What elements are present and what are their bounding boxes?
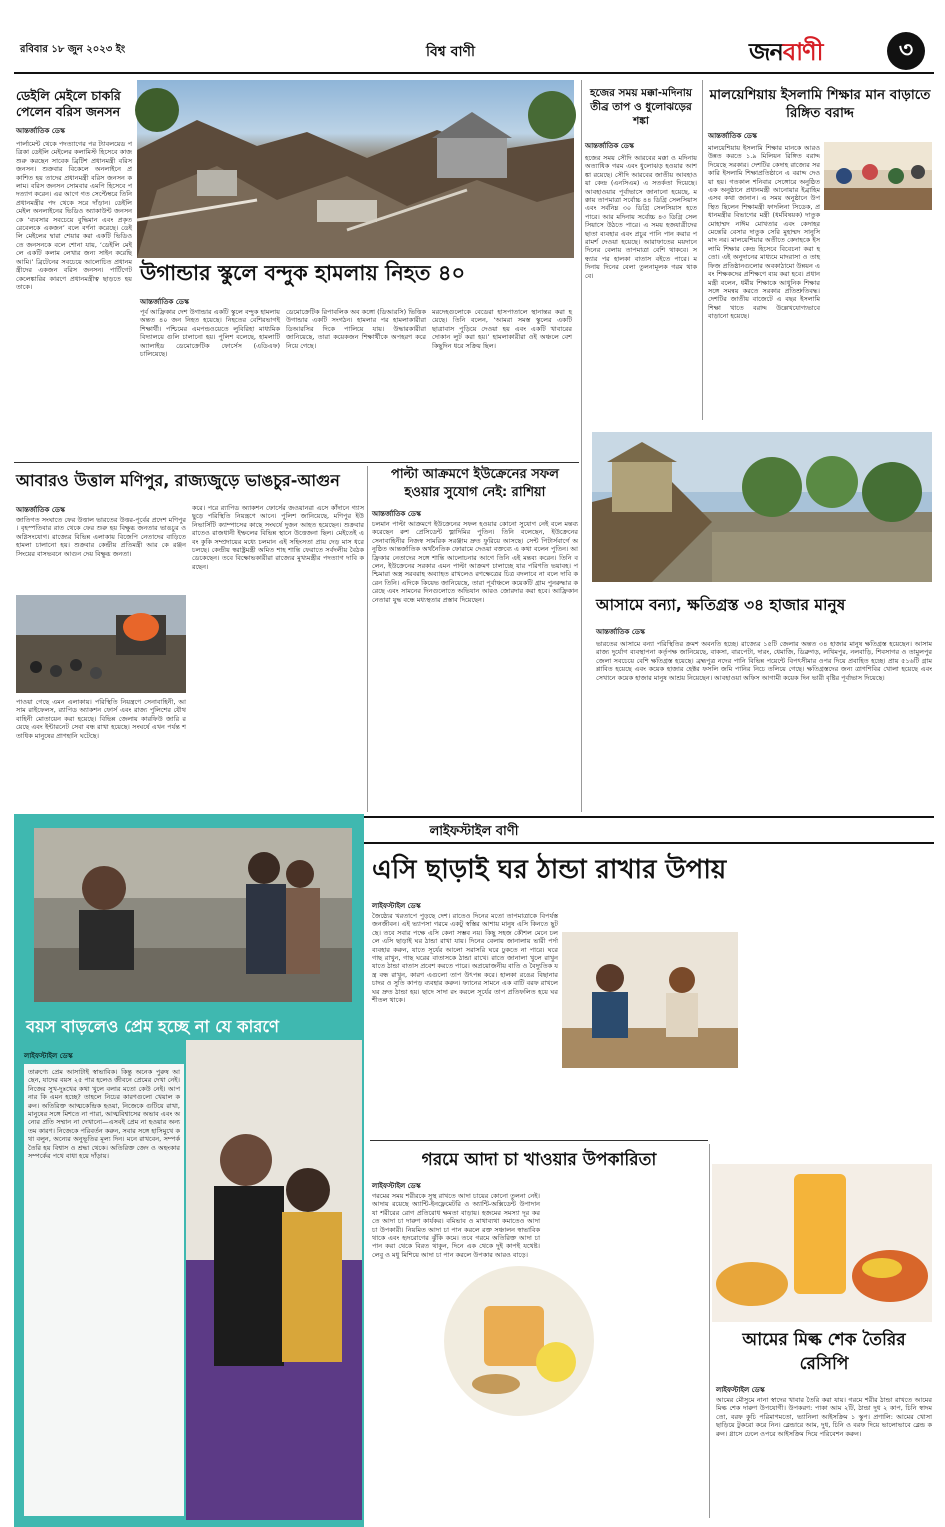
couple-photo-top <box>34 828 352 1002</box>
malaysia-headline: মালয়েশিয়ায় ইসলামি শিক্ষার মান বাড়াতে রিঙ্গিত বরাদ্দ <box>709 87 931 121</box>
divider-ukraine <box>367 466 368 812</box>
assam-byline: আন্তর্জাতিক ডেস্ক <box>596 628 645 636</box>
uganda-body-1: পূর্ব আফ্রিকার দেশ উগান্ডার একটি স্কুলে বন্দুক হামলায় অন্তত ৪০ জন নিহত হয়েছে। নিহতের বেশিরভাগই শিক্ষার্থী। পশ্চিমের এমপন্ডওয়েতে লুবিরিহা মাধ্যমিক বিদ্যালয়ে গুলি চালানো হয়। পুলিশ বলেছে, হামলাটি অ্যালাইড ডেমোক্রেটিক ফোর্সেস (এডিএফ) চালিয়েছে। <box>140 308 280 359</box>
couple-illustration-bottom <box>186 1040 362 1520</box>
manipur-photo <box>16 595 186 693</box>
manipur-body-2: পাওয়া গেছে এমন এলাকায়। পরিস্থিতি নিয়ন্ত্রণে সেনাবাহিনী, আসাম রাইফেলস, র‍্যাপিড অ্যাকশন ফোর্স এবং রাজ্য পুলিশের যৌথ বাহিনী মোতায়েন করা হয়েছে। বিভিন্ন জেলায় কারফিউ জারি রয়েছে এবং ইন্টারনেট সেবা বন্ধ রাখা হয়েছে। সংঘর্ষে এখন পর্যন্ত শতাধিক মানুষের প্রাণহানি ঘটেছে। <box>16 698 186 740</box>
ac-byline: লাইফস্টাইল ডেস্ক <box>372 902 421 910</box>
debris-illustration <box>137 80 574 258</box>
divider-hajj <box>702 80 703 420</box>
malaysia-body-cont <box>708 214 932 400</box>
ginger-body-right <box>544 1192 706 1516</box>
love-byline: লাইফস্টাইল ডেস্ক <box>24 1052 73 1060</box>
manipur-headline: আবারও উত্তাল মণিপুর, রাজ্যজুড়ে ভাঙচুর-আগুন <box>16 471 340 490</box>
masthead <box>14 30 934 72</box>
manipur-byline: আন্তর্জাতিক ডেস্ক <box>16 506 65 514</box>
page-number: ৩ <box>898 38 914 63</box>
divider-mango <box>709 1144 710 1518</box>
couple-illustration-top <box>34 828 352 1002</box>
issue-date: রবিবার ১৮ জুন ২০২৩ ইং <box>20 44 126 55</box>
love-headline: বয়স বাড়লেও প্রেম হচ্ছে না যে কারণে <box>26 1017 280 1036</box>
assam-body: ভারতের আসামে বন্যা পরিস্থিতির ক্রমশ অবনতি হচ্ছে। রাজ্যের ১৫টি জেলার অন্তত ৩৪ হাজার মানুষ ক্ষতিগ্রস্ত হয়েছেন। আসাম রাজ্য দুর্যোগ ব্যবস্থাপনা কর্তৃপক্ষ জানিয়েছে, বাকসা, বারপেটা, দারং, ধেমাজি, ডিব্রুগড়, লখিমপুর, নলবাড়ি, শিবসাগর ও তামুলপুর জেলা সবচেয়ে বেশি ক্ষতিগ্রস্ত হয়েছে। ব্রহ্মপুত্র নদের পানি বিভিন্ন পয়েন্টে বিপৎসীমার ওপর দিয়ে প্রবাহিত হচ্ছে। প্রায় ৫১৬টি গ্রাম প্লাবিত হয়েছে এবং কয়েক হাজার হেক্টর ফসলি জমি পানির নিচে তলিয়ে গেছে। ক্ষতিগ্রস্তদের জন্য ত্রাণশিবির খোলা হয়েছে এবং সেখানে কয়েক হাজার মানুষ আশ্রয় নিয়েছেন। আবহাওয়া অফিস আগামী কয়েক দিন ভারী বৃষ্টির পূর্বাভাস দিয়েছে। <box>596 640 932 682</box>
manipur-body-3: করে। পরে র‍্যাপিড অ্যাকশন ফোর্সের জওয়ানরা এসে কাঁদানে গ্যাস ছুড়ে পরিস্থিতি নিয়ন্ত্রণে আনে। পুলিশ জানিয়েছে, মণিপুর ইউনিভার্সিটি ক্যাম্পাসের কাছে সংঘর্ষে দুজন আহত হয়েছেন। শুক্রবার রাতেও রাজধানী ইম্ফলের বিভিন্ন স্থানে উত্তেজনা ছিল। মেইতেই এবং কুকি সম্প্রদায়ের মধ্যে চলমান এই সহিংসতা প্রায় দেড় মাস ধরে চলছে। কেন্দ্রীয় স্বরাষ্ট্রমন্ত্রী অমিত শাহ শান্তি ফেরাতে সর্বদলীয় বৈঠক ডেকেছেন। তবে বিক্ষোভকারীরা রাজ্যের মুখ্যমন্ত্রীর পদত্যাগ দাবি করছেন। <box>192 504 364 571</box>
flood-illustration <box>592 432 932 582</box>
uganda-byline: আন্তর্জাতিক ডেস্ক <box>140 298 189 306</box>
ac-headline: এসি ছাড়াই ঘর ঠান্ডা রাখার উপায় <box>372 855 727 885</box>
love-body: তারুণ্যে প্রেম আসাটাই স্বাভাবিক। কিন্তু অনেক পুরুষ আছেন, যাদের বয়স ২৫ পার হলেও জীবনে প্রেমের দেখা নেই। নিজের সুখ-দুঃখের কথা খুলে বলার মতো কেউ নেই। আপনার কি এমন হচ্ছে? তাহলে নিচের কারণগুলো খেয়াল করুন। অতিরিক্ত আত্মকেন্দ্রিক হওয়া, নিজেকে গুটিয়ে রাখা, মানুষের সঙ্গে মিশতে না পারা, আত্মবিশ্বাসের অভাব এবং অন্যের প্রতি সম্মান না দেখানো—এসবই প্রেম না হওয়ার অন্যতম কারণ। নিজেকে পরিবর্তন করুন, সবার সঙ্গে হাসিমুখে কথা বলুন, অন্যের অনুভূতির মূল্য দিন। মনে রাখবেন, সম্পর্ক তৈরি হয় বিশ্বাস ও শ্রদ্ধা থেকে। অতিরিক্ত জেদ ও অহংকার সম্পর্কের পথে বাধা হয়ে দাঁড়ায়। <box>28 1068 180 1161</box>
manipur-body-1: জাতিগত সংঘাতে ফের উত্তাল ভারতের উত্তর-পূর্বের প্রদেশ মণিপুর। বৃহস্পতিবার রাত থেকে ফের শুরু হয় বিক্ষুব্ধ জনতার ভাঙচুর ও অগ্নিসংযোগ। রাজ্যের বিভিন্ন এলাকায় বিজেপি নেতাদের বাড়িতে হামলা চালানো হয়। শুক্রবার কেন্দ্রীয় প্রতিমন্ত্রী আর কে রঞ্জন সিংয়ের বাসভবনে আগুন দেয় বিক্ষুব্ধ জনতা। <box>16 516 186 558</box>
uganda-body-3: মরদেহগুলোকে বেডেরা হাসপাতালে স্থানান্তর করা হয়েছে। তিনি বলেন, ‘আমরা সমস্ত স্কুলের একটি ছাত্রাবাস পুড়িয়ে দেওয়া হয় এবং একটি খাবারের দোকান লুট করা হয়।’ হামলাকারীরা ওই অঞ্চলে বেশ কিছুদিন ধরে সক্রিয় ছিল। <box>432 308 572 350</box>
page-number-badge <box>887 32 925 70</box>
classroom-illustration <box>824 142 932 210</box>
boris-body: পার্লামেন্ট থেকে পদত্যাগের পর ট্যাবলয়েড পত্রিকা ডেইলি মেইলের কলামিস্ট হিসেবে কাজ শুরু করছেন সাবেক ব্রিটিশ প্রধানমন্ত্রী বরিস জনসন। শুক্রবার বিকেলে অনলাইনে প্রকাশিত হয় তাদের প্রধানমন্ত্রী বরিস জনসন কলাম। বরিস জনসন সোমবার এমপি হিসেবে পদত্যাগ করেন। এর আগে গত সেপ্টেম্বরে তিনি প্রধানমন্ত্রীর পদ থেকে সরে দাঁড়ান। ডেইলি মেইল অনলাইনের ভিডিও অ্যাকাউন্ট জনসনকে ‘ব্যবসার সবচেয়ে বুদ্ধিমান এবং প্রকৃত রেবেলকে একজন’ বলে বর্ণনা করেছে। ডেইলি মেইলের দ্বারা শেয়ার করা একটি ভিডিওতে জনসনকে বলে শোনা যায়, ‘ডেইলি মেইলে একটি কলাম লেখার জন্য সাইন করেছি আমি।’ ব্রিটেনের সবচেয়ে আলোচিত প্রধানমন্ত্রীদের একজন বরিস জনসন। পার্টিগেট কেলেঙ্কারির কারণে প্রধানমন্ত্রীত্ব ছাড়তে হয় তাকে। <box>16 140 132 291</box>
malaysia-byline: আন্তর্জাতিক ডেস্ক <box>708 132 757 140</box>
hajj-byline: আন্তর্জাতিক ডেস্ক <box>585 142 634 150</box>
mango-shake-photo <box>712 1164 932 1322</box>
boris-byline: আন্তর্জাতিক ডেস্ক <box>16 127 65 135</box>
hajj-body: হজের সময় সৌদি আরবের মক্কা ও মদিনায় অত্যাধিক গরম এবং ধুলোঝড় হওয়ার আশঙ্কা রয়েছে। সৌদি আরবের জাতীয় আবহাওয়া কেন্দ্র (এনসিএম) এ সতর্কতা দিয়েছে। আবহাওয়ার পূর্বাভাসে জানানো হয়েছে, মক্কায় তাপমাত্রা সর্বোচ্চ ৪৪ ডিগ্রি সেলসিয়াস এবং সর্বনিম্ন ৩০ ডিগ্রি সেলসিয়াস হতে পারে। আর মদিনায় সর্বোচ্চ ৪৩ ডিগ্রি সেলসিয়াসে উঠতে পারে। এ সময় হজযাত্রীদের ছাতা ব্যবহার এবং প্রচুর পানি পান করার পরামর্শ দেওয়া হয়েছে। আরাফাতের ময়দানে দিনের বেলায় তাপমাত্রা বেশি থাকবে। সন্ধ্যার পর হালকা বাতাস বইতে পারে। মদিনায় দিনের বেলা তুলনামূলক গরম থাকবে। <box>585 154 697 280</box>
ac-body-right <box>742 912 932 1136</box>
flood-photo <box>592 432 932 582</box>
heat-illustration <box>562 932 738 1068</box>
mango-headline: আমের মিল্ক শেক তৈরির রেসিপি <box>742 1330 906 1374</box>
assam-headline: আসামে বন্যা, ক্ষতিগ্রস্ত ৩৪ হাজার মানুষ <box>596 596 846 614</box>
brand-left: জন <box>749 38 783 66</box>
ukraine-headline: পাল্টা আক্রমণে ইউক্রেনের সফল হওয়ার সুযোগ নেই: রাশিয়া <box>391 467 559 500</box>
couple-photo-bottom <box>186 1040 362 1520</box>
boris-headline: ডেইলি মেইলে চাকরি পেলেন বরিস জনসন <box>16 88 121 119</box>
brand-logo <box>749 34 823 74</box>
divider-right <box>581 80 582 812</box>
mango-byline: লাইফস্টাইল ডেস্ক <box>716 1386 765 1394</box>
uganda-headline: উগান্ডার স্কুলে বন্দুক হামলায় নিহত ৪০ <box>140 261 466 285</box>
mango-body: আমের মৌসুমে নানা স্বাদের খাবার তৈরি করা যায়। গরমে শরীর ঠান্ডা রাখতে আমের মিল্ক শেক দারুণ উপযোগী। উপকরণ: পাকা আম ২টি, ঠান্ডা দুধ ২ কাপ, চিনি স্বাদমতো, বরফ কুচি পরিমাণমতো, ভ্যানিলা আইসক্রিম ১ স্কুপ। প্রণালি: আমের খোসা ছাড়িয়ে টুকরো করে নিন। ব্লেন্ডারে আম, দুধ, চিনি ও বরফ দিয়ে ভালোভাবে ব্লেন্ড করুন। গ্লাসে ঢেলে ওপরে আইসক্রিম দিয়ে পরিবেশন করুন। <box>716 1396 932 1438</box>
ginger-byline: লাইফস্টাইল ডেস্ক <box>372 1182 421 1190</box>
malaysia-body: মালয়েশিয়ায় ইসলামি শিক্ষার মানকে আরও উন্নত করতে ১.৯ মিলিয়ন রিঙ্গিত বরাদ্দ দিয়েছে সরকার। দেশটির কেদাহ রাজ্যের সরকারি ইসলামি শিক্ষাপ্রতিষ্ঠানে এ বরাদ্দ দেওয়া হয়। গতকাল শনিবার সেঙ্গোরে অনুষ্ঠিত এক অনুষ্ঠানে প্রধানমন্ত্রী আনোয়ার ইব্রাহিম এসব কথা জানান। এ সময় অনুষ্ঠানে উপস্থিত ছিলেন শিক্ষামন্ত্রী ফাদলিনা সিডেক, প্রধানমন্ত্রীর বিভাগের মন্ত্রী (ধর্মবিষয়ক) দাতুক মোহাম্মদ নাঈম মোখতার এবং কেদাহর মেন্তেরি বেসার দাতুক সেরি মুহাম্মদ সানুসি মাদ নর। মালয়েশিয়ার অতীতে কেদাহকে ইসলামি শিক্ষার কেন্দ্র হিসেবে বিবেচনা করা হতো। এই অনুদানের মাধ্যমে মাদরাসা ও তাহফিজ প্রতিষ্ঠানগুলোর অবকাঠামো উন্নয়ন এবং শিক্ষকদের প্রশিক্ষণে ব্যয় করা হবে। প্রধানমন্ত্রী বলেন, ধর্মীয় শিক্ষাকে আধুনিক শিক্ষার সঙ্গে সমন্বয় করতে সরকার প্রতিশ্রুতিবদ্ধ। দেশটির জাতীয় বাজেটে এ বছর ইসলামি শিক্ষা খাতে বরাদ্দ উল্লেখযোগ্যভাবে বাড়ানো হয়েছে। <box>708 144 820 321</box>
fire-illustration <box>16 595 186 693</box>
uganda-body-2: ডেমোক্রেটিক রিপাবলিক অব কঙ্গো (ডিআরসি) ভিত্তিক উগান্ডার একটি সংগঠন। হামলার পর হামলাকারীরা ডিআরসির দিকে পালিয়ে যায়। উদ্ধারকারীরা জানিয়েছে, তারা কয়েকজন শিক্ষার্থীকে অপহরণ করে নিয়ে গেছে। <box>286 308 426 350</box>
ginger-body: গরমের সময় শরীরকে সুস্থ রাখতে আদা চায়ের কোনো তুলনা নেই। আদায় রয়েছে অ্যান্টি-ইনফ্লেমেটরি ও অ্যান্টি-অক্সিডেন্ট উপাদান যা শরীরের রোগ প্রতিরোধ ক্ষমতা বাড়ায়। হজমের সমস্যা দূর করতে আদা চা দারুণ কার্যকর। বমিভাব ও মাথাব্যথা কমাতেও আদা চা উপকারী। নিয়মিত আদা চা পান করলে রক্ত সঞ্চালন স্বাভাবিক থাকে এবং হৃদরোগের ঝুঁকি কমে। তবে গরমে অতিরিক্ত আদা চা পান করা থেকে বিরত থাকুন, দিনে এক থেকে দুই কাপই যথেষ্ট। লেবু ও মধু মিশিয়ে আদা চা পান করলে উপকার আরও বাড়ে। <box>372 1192 540 1259</box>
ac-body: জৈষ্ঠ্যের খরতাপে পুড়ছে দেশ। রাতেও দিনের মতো তাপমাত্রাকে বিপর্যস্ত জনজীবন। এই ভ্যাপসা গরমে একটু স্বস্তির আশায় মানুষ এসি কিনতে ছুটছে। তবে সবার পক্ষে এসি কেনা সম্ভব নয়। কিছু সহজ কৌশল মেনে চললে এসি ছাড়াই ঘর ঠান্ডা রাখা যায়। দিনের বেলায় জানালায় ভারী পর্দা ব্যবহার করুন, যাতে সূর্যের আলো সরাসরি ঘরে ঢুকতে না পারে। ঘরে গাছ রাখুন, গাছ ঘরের বাতাসকে ঠান্ডা রাখে। রাতে জানালা খুলে রাখুন যাতে ঠান্ডা বাতাস প্রবেশ করতে পারে। অপ্রয়োজনীয় বাতি ও বৈদ্যুতিক যন্ত্র বন্ধ রাখুন, কারণ এগুলো তাপ উৎপন্ন করে। হালকা রঙের বিছানার চাদর ও সুতি কাপড় ব্যবহার করুন। ফ্যানের সামনে এক বাটি বরফ রাখলে ঘর দ্রুত ঠান্ডা হয়। ছাদে সাদা রং করলে সূর্যের তাপ প্রতিফলিত হয়ে ঘর শীতল থাকে। <box>372 912 558 1005</box>
ukraine-byline: আন্তর্জাতিক ডেস্ক <box>372 510 421 518</box>
ginger-headline: গরমে আদা চা খাওয়ার উপকারিতা <box>421 1150 657 1170</box>
mango-shake-illustration <box>712 1164 932 1322</box>
masthead-rule <box>14 72 934 74</box>
rule-manipur <box>14 462 579 463</box>
brand-right: বাণী <box>782 38 823 66</box>
hajj-headline: হজের সময় মক্কা-মদিনায় তীব্র তাপ ও ধুলোঝড়ের শঙ্কা <box>590 87 692 127</box>
ukraine-body: চলমান পাল্টা আক্রমণে ইউক্রেনের সফল হওয়ার কোনো সুযোগ নেই বলে মন্তব্য করেছেন রুশ প্রেসিডেন্ট ভ্লাদিমির পুতিন। তিনি বলেছেন, ইউক্রেনের সেনাবাহিনীর নিজস্ব সামরিক সরঞ্জাম দ্রুত ফুরিয়ে আসছে। সেন্ট পিটার্সবার্গে অনুষ্ঠিত আন্তর্জাতিক অর্থনৈতিক ফোরামে দেওয়া বক্তব্যে এ কথা বলেন পুতিন। আফ্রিকার নেতাদের সঙ্গে শান্তি আলোচনার আগে তিনি এই মন্তব্য করেন। তিনি বলেন, ইউক্রেনের সরকার এমন পাল্টা আক্রমণ চালাচ্ছে যার পরিণতি ভয়াবহ। পশ্চিমারা অস্ত্র সরবরাহ অব্যাহত রাখলেও রণক্ষেত্রের চিত্র বদলাবে না বলে দাবি করেন তিনি। এদিকে কিয়েভ জানিয়েছে, তারা পূর্বাঞ্চলে কয়েকটি গ্রাম পুনরুদ্ধার করেছে এবং সামনের দিনগুলোতে অভিযান আরও জোরদার করা হবে। আফ্রিকান নেতারা যুদ্ধ বন্ধে মধ্যস্থতার প্রস্তাব দিয়েছেন। <box>372 520 578 604</box>
classroom-photo <box>824 142 932 210</box>
debris-photo <box>137 80 574 258</box>
lifestyle-section-title: লাইফস্টাইল বাণী <box>429 824 519 839</box>
heat-photo <box>562 932 738 1068</box>
section-title: বিশ্ব বাণী <box>426 44 475 60</box>
rule-ginger <box>370 1140 708 1141</box>
